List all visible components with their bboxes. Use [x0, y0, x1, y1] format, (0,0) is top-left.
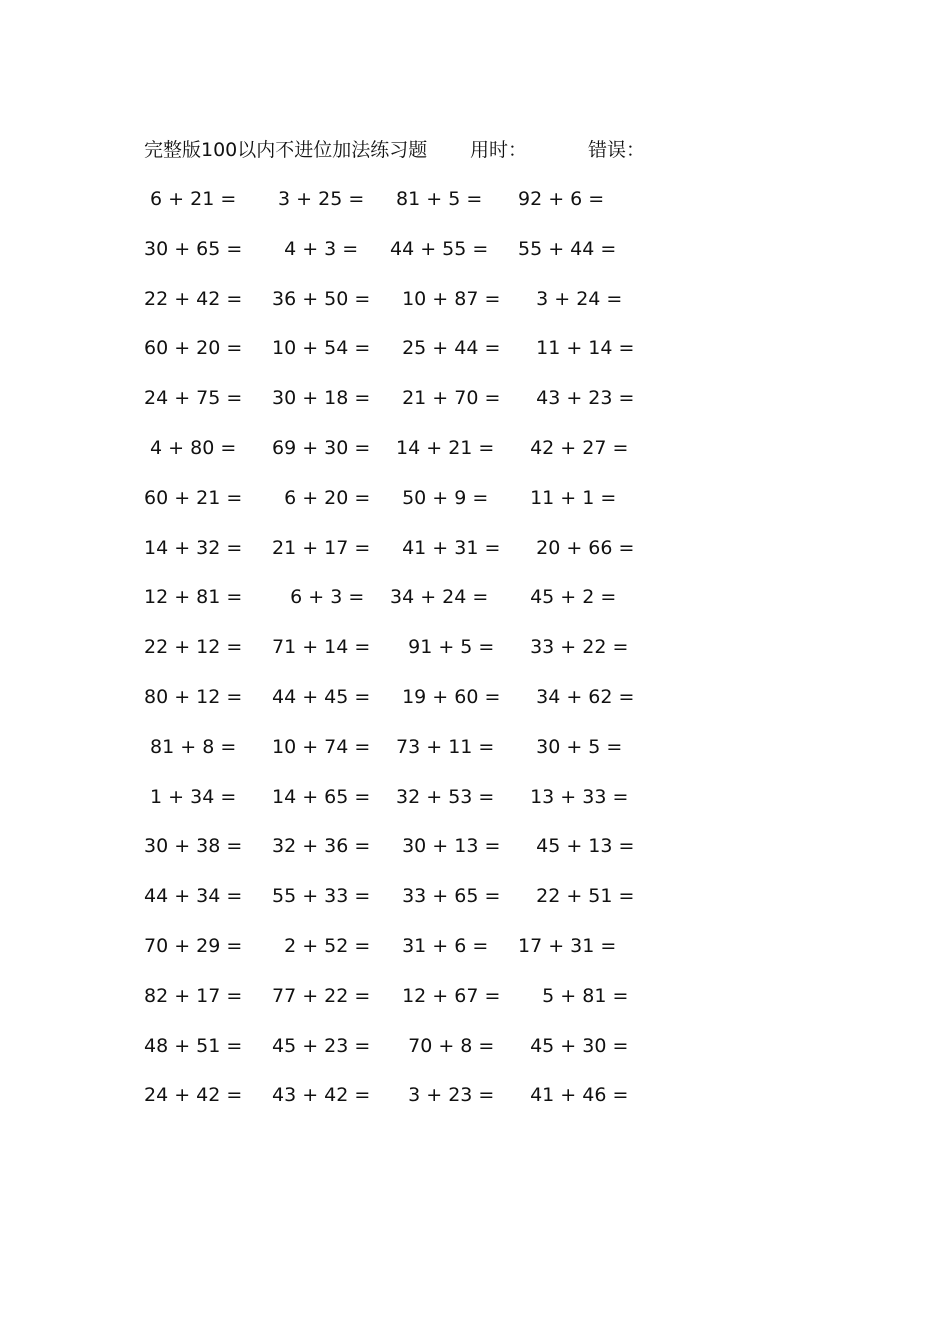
addition-problem: 12 + 67 = [390, 984, 501, 1007]
addition-problem: 24 + 75 = [144, 387, 243, 410]
addition-problem: 60 + 20 = [144, 337, 243, 360]
addition-problem: 82 + 17 = [144, 984, 243, 1007]
addition-problem: 17 + 31 = [518, 934, 617, 957]
addition-problem: 80 + 12 = [144, 685, 243, 708]
problem-grid [144, 185, 664, 1131]
problem-row [144, 534, 664, 584]
addition-problem: 44 + 55 = [390, 237, 489, 260]
problem-row [144, 882, 664, 932]
addition-problem: 3 + 24 = [518, 287, 623, 310]
addition-problem: 14 + 65 = [272, 785, 371, 808]
problem-row [144, 1032, 664, 1082]
addition-problem: 4 + 3 = [272, 237, 359, 260]
addition-problem: 33 + 65 = [390, 885, 501, 908]
addition-problem: 42 + 27 = [518, 436, 629, 459]
addition-problem: 55 + 44 = [518, 237, 617, 260]
addition-problem: 6 + 21 = [144, 188, 237, 210]
addition-problem: 73 + 11 = [390, 735, 495, 758]
problem-row [144, 384, 664, 434]
addition-problem: 11 + 1 = [518, 486, 617, 509]
errors-label: 错误： [588, 139, 646, 161]
addition-problem: 10 + 74 = [272, 735, 371, 758]
addition-problem: 13 + 33 = [518, 785, 629, 808]
problem-row [144, 783, 664, 833]
worksheet-header [144, 136, 704, 164]
problem-row [144, 982, 664, 1032]
problem-row [144, 484, 664, 534]
addition-problem: 33 + 22 = [518, 636, 629, 659]
problem-row [144, 334, 664, 384]
problem-row [144, 633, 664, 683]
addition-problem: 36 + 50 = [272, 287, 371, 310]
addition-problem: 45 + 13 = [518, 835, 635, 858]
addition-problem: 81 + 8 = [144, 735, 237, 758]
addition-problem: 6 + 3 = [272, 586, 365, 609]
addition-problem: 43 + 42 = [272, 1084, 371, 1107]
addition-problem: 21 + 17 = [272, 536, 371, 559]
addition-problem: 3 + 25 = [272, 188, 365, 210]
addition-problem: 31 + 6 = [390, 934, 489, 957]
addition-problem: 25 + 44 = [390, 337, 501, 360]
addition-problem: 30 + 65 = [144, 237, 243, 260]
problem-row [144, 185, 664, 235]
addition-problem: 1 + 34 = [144, 785, 237, 808]
addition-problem: 48 + 51 = [144, 1034, 243, 1057]
addition-problem: 92 + 6 = [518, 188, 605, 210]
addition-problem: 22 + 12 = [144, 636, 243, 659]
addition-problem: 45 + 2 = [518, 586, 617, 609]
addition-problem: 45 + 23 = [272, 1034, 371, 1057]
problem-row [144, 832, 664, 882]
addition-problem: 10 + 87 = [390, 287, 501, 310]
addition-problem: 41 + 46 = [518, 1084, 629, 1107]
addition-problem: 22 + 51 = [518, 885, 635, 908]
addition-problem: 70 + 8 = [390, 1034, 495, 1057]
addition-problem: 32 + 36 = [272, 835, 371, 858]
addition-problem: 34 + 62 = [518, 685, 635, 708]
problem-row [144, 434, 664, 484]
addition-problem: 30 + 38 = [144, 835, 243, 858]
addition-problem: 81 + 5 = [390, 188, 483, 210]
addition-problem: 44 + 45 = [272, 685, 371, 708]
addition-problem: 10 + 54 = [272, 337, 371, 360]
addition-problem: 30 + 5 = [518, 735, 623, 758]
addition-problem: 19 + 60 = [390, 685, 501, 708]
addition-problem: 30 + 18 = [272, 387, 371, 410]
addition-problem: 71 + 14 = [272, 636, 371, 659]
problem-row [144, 235, 664, 285]
problem-row [144, 932, 664, 982]
addition-problem: 2 + 52 = [272, 934, 371, 957]
addition-problem: 41 + 31 = [390, 536, 501, 559]
addition-problem: 30 + 13 = [390, 835, 501, 858]
addition-problem: 91 + 5 = [390, 636, 495, 659]
addition-problem: 14 + 32 = [144, 536, 243, 559]
addition-problem: 3 + 23 = [390, 1084, 495, 1107]
problem-row [144, 733, 664, 783]
addition-problem: 34 + 24 = [390, 586, 489, 609]
addition-problem: 6 + 20 = [272, 486, 371, 509]
addition-problem: 70 + 29 = [144, 934, 243, 957]
problem-row [144, 583, 664, 633]
addition-problem: 60 + 21 = [144, 486, 243, 509]
problem-row [144, 1081, 664, 1131]
addition-problem: 55 + 33 = [272, 885, 371, 908]
addition-problem: 69 + 30 = [272, 436, 371, 459]
addition-problem: 5 + 81 = [518, 984, 629, 1007]
addition-problem: 21 + 70 = [390, 387, 501, 410]
addition-problem: 12 + 81 = [144, 586, 243, 609]
addition-problem: 20 + 66 = [518, 536, 635, 559]
worksheet-title: 完整版100以内不进位加法练习题 [144, 139, 428, 161]
addition-problem: 32 + 53 = [390, 785, 495, 808]
addition-problem: 43 + 23 = [518, 387, 635, 410]
addition-problem: 14 + 21 = [390, 436, 495, 459]
addition-problem: 11 + 14 = [518, 337, 635, 360]
addition-problem: 45 + 30 = [518, 1034, 629, 1057]
problem-row [144, 683, 664, 733]
addition-problem: 24 + 42 = [144, 1084, 243, 1107]
addition-problem: 50 + 9 = [390, 486, 489, 509]
time-used-label: 用时： [470, 139, 528, 161]
addition-problem: 44 + 34 = [144, 885, 243, 908]
addition-problem: 4 + 80 = [144, 436, 237, 459]
addition-problem: 22 + 42 = [144, 287, 243, 310]
problem-row [144, 285, 664, 335]
addition-problem: 77 + 22 = [272, 984, 371, 1007]
